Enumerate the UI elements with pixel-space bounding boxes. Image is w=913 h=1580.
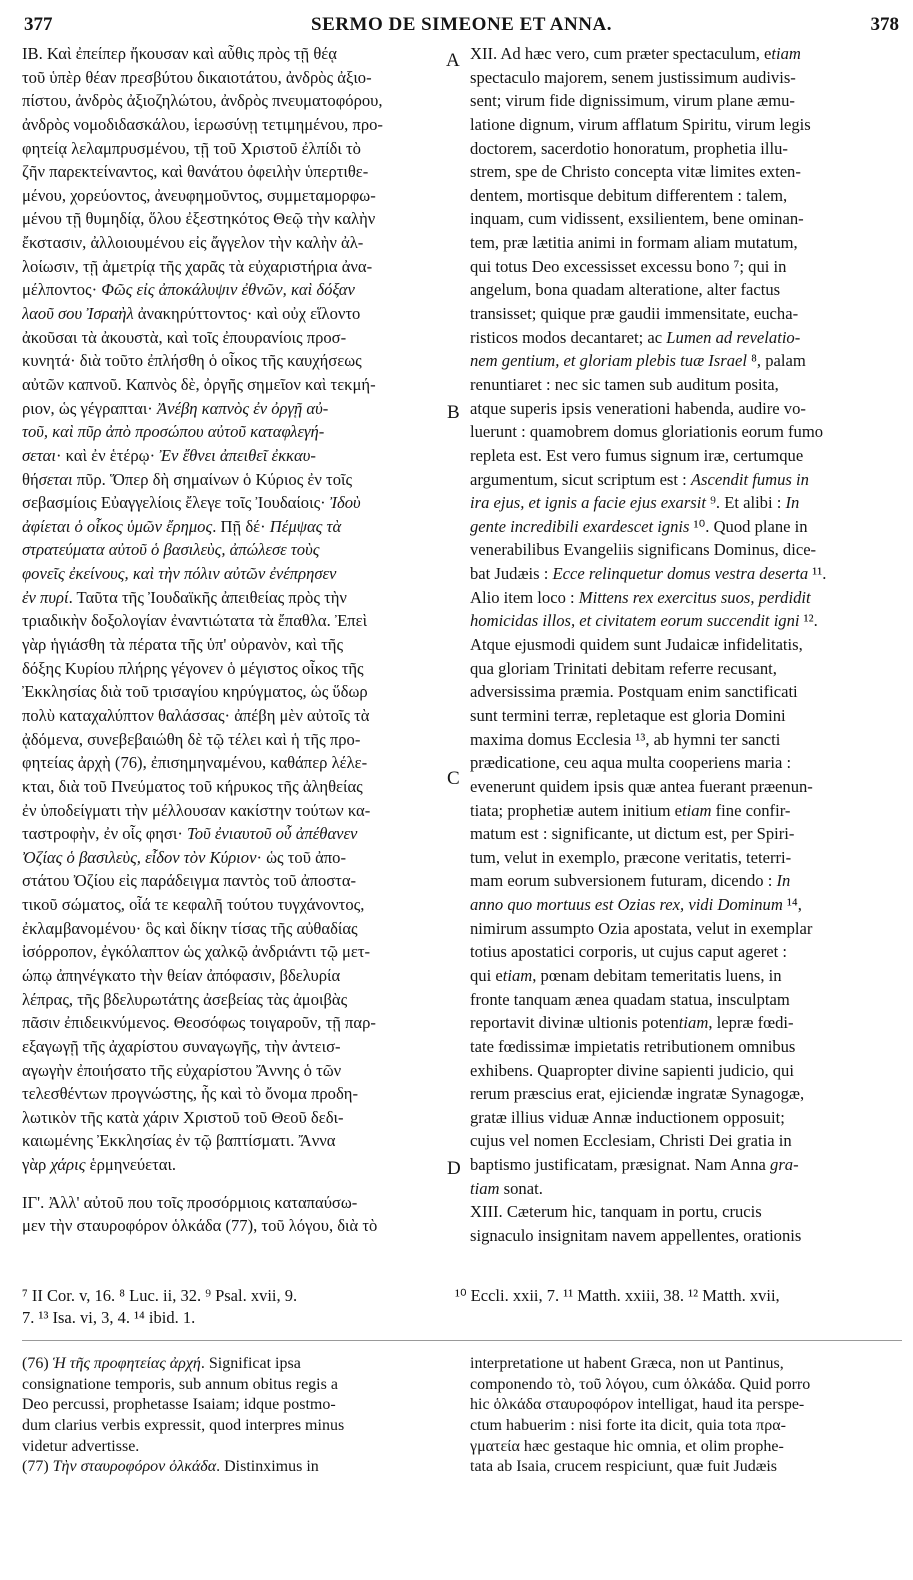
greek-text-line: μεν τὴν σταυροφόρον ὁλκάδα (77), τοῦ λόγου, διὰ τὸ [22,1216,378,1236]
latin-text-line: renuntiaret : nec sic tamen sub auditum posita, [470,374,779,394]
greek-text-line: ζῆν παρεκτείναντος, καὶ θανάτου ὀφειλὴν ὑπερτιθε- [22,162,369,182]
greek-text-line: λαοῦ σου Ἰσραὴλ ἀνακηρύττοντος· καὶ οὐχ εἵλοντο [22,304,361,324]
latin-text-line: qui totus Deo excessisset excessu bono ⁷; qui in [470,256,787,276]
greek-text-line: μέλποντος· Φῶς εἰς ἀποκάλυψιν ἐθνῶν, καὶ δόξαν [22,280,355,300]
latin-text-line: transisset; quique præ gaudii immensitate, eucha- [470,304,799,324]
note-line: Deo percussi, prophetasse Isaiam; idque postmo- [22,1396,336,1414]
greek-text-line: ΙΒ. Καὶ ἐπείπερ ἤκουσαν καὶ αὖθις πρὸς τῇ θέᾳ [22,44,337,63]
greek-text-line: κυνητά· διὰ τοῦτο ἐπλήσθη ὁ οἶκος τῆς καυχήσεως [22,351,362,371]
note-line: hic ὁλκάδα σταυροφόρον intelligat, haud ita perspe- [470,1396,805,1414]
greek-text-line: ἀνδρὸς νομοδιδασκάλου, ἱερωσύνῃ τετιμημένου, προ- [22,114,383,134]
note-line: ctum habuerim : nisi forte ita dicit, quia tota πρα- [470,1417,786,1435]
greek-text-line: τοῦ, καὶ πῦρ ἀπὸ προσώπου αὐτοῦ καταφλεγή- [22,422,325,442]
latin-text-line: qui etiam, pœnam debitam temeritatis luens, in [470,965,782,985]
latin-text-line: sunt termini terræ, repletaque est gloria Domini [470,705,786,725]
latin-text-line: doctorem, sacerdotio honoratum, prophetia illu- [470,138,788,158]
footnote-refs-left: ⁷ II Cor. v, 16. ⁸ Luc. ii, 32. ⁹ Psal. xvii, 9. [22,1286,298,1305]
note-line: (77) Τὴν σταυροφόρον ὁλκάδα. Distinximus in [22,1458,319,1476]
greek-text-line: κται, διὰ τοῦ Πνεύματος τοῦ κήρυκος τῆς ἀληθείας [22,776,363,796]
greek-text-line: ΙΓ'. Ἀλλ' αὐτοῦ που τοῖς προσόρμιοις καταπαύσω- [22,1192,358,1212]
margin-letter-a: A [446,50,460,71]
latin-text-line: prædicatione, ceu aqua multa cooperiens maria : [470,753,792,773]
greek-text-line: στρατεύματα αὐτοῦ ὁ βασιλεὺς, ἀπώλεσε τοὺς [22,540,320,560]
latin-text-line: spectaculo majorem, senem justissimum audivis- [470,67,796,87]
note-line: γματεία hæc gestaque hic omnia, et olim prophe- [470,1437,784,1455]
greek-text-line: μένου τῇ θυμηδίᾳ, ὅλου ἐξεστηκότος Θεῷ τὴν καλὴν [22,209,376,229]
notes-right-column [470,1354,902,1478]
greek-text-line: πίστου, ἀνδρὸς ἀξιοζηλώτου, ἀνδρὸς πνευματοφόρου, [22,91,383,111]
greek-text-line: σεται· καὶ ἐν ἑτέρῳ· Ἐν ἔθνει ἀπειθεῖ ἐκκαυ- [22,445,316,465]
greek-text-line: τοῦ ὑπὲρ θέαν πρεσβύτου δικαιοτάτου, ἀνδρὸς ἀξιο- [22,67,372,87]
greek-text-line: ἐν ὑποδείγματι τὴν μέλλουσαν κακίστην τούτων κα- [22,800,371,820]
latin-text-line: latione dignum, virum afflatum Spiritu, virum legis [470,114,811,134]
latin-text-line: XII. Ad hæc vero, cum præter spectaculum, etiam [470,44,801,63]
latin-text-line: venerabilibus Evangeliis significans Dominus, dice- [470,540,817,560]
latin-text-line: dentem, mortisque debitum differentem : talem, [470,185,788,205]
latin-text-line: qua gloriam Trinitati debitam referre recusant, [470,658,777,678]
page-number-left: 377 [24,14,53,35]
latin-text-line: maxima domus Ecclesia ¹³, ab hymni ter sancti [470,729,781,749]
greek-text-line: πολὺ καταχαλύπτον θαλάσσας· ἀπέβη μὲν αὐτοῖς τὰ [22,705,370,725]
latin-text-line: nimirum assumpto Ozia apostata, velut in exemplar [470,918,813,938]
latin-text-line: tiata; prophetiæ autem initium etiam fine confir- [470,800,791,820]
latin-text-line: luerunt : quamobrem domus gloriationis eorum fumo [470,422,824,442]
latin-text-line: angelum, bona quadam alteratione, alter factus [470,280,781,300]
greek-text-line: φονεῖς ἐκείνους, καὶ τὴν πόλιν αὐτῶν ἐνέπρησεν [22,564,337,584]
greek-text-line: ᾀδόμενα, συνεβεβαιώθη δὲ τῷ τέλει καὶ ἡ τῆς προ- [22,729,361,749]
greek-text-line: ἀκοῦσαι τὰ ἀκουστὰ, καὶ τοῖς ἐπουρανίοις προσ- [22,327,347,347]
note-line: interpretatione ut habent Græca, non ut Pantinus, [470,1355,784,1372]
note-line: dum clarius verbis expressit, quod interpres minus [22,1417,345,1435]
section-gap [22,1177,447,1191]
latin-text-line: mam eorum subversionem futuram, dicendo : In [470,871,791,891]
greek-text-line: ἐκλαμβανομένου· ὃς καὶ δίκην τίσας τῆς αὐθαδίας [22,918,358,938]
running-title: SERMO DE SIMEONE ET ANNA. [311,14,612,35]
greek-text-line: γὰρ ἡγιάσθη τὰ πέρατα τῆς ὑπ' οὐρανὸν, καὶ τῆς [22,635,344,655]
latin-text-line: evenerunt quidem ipsis quæ antea fuerant præenun- [470,776,813,796]
footnote-refs-continued: 7. ¹³ Isa. vi, 3, 4. ¹⁴ ibid. 1. [22,1308,196,1327]
margin-letter-d: D [447,1158,461,1179]
notes-left-column [22,1354,452,1478]
latin-text-line: gente incredibili exardescet ignis ¹⁰. Quod plane in [470,516,808,536]
greek-text-line: ώπῳ ἀπηνέγκατο τὴν θείαν ἀπόφασιν, βδελυρία [22,965,341,985]
latin-text-line: tem, præ lætitia animi in formam aliam mutatum, [470,233,798,253]
notes-divider [22,1340,902,1341]
greek-text-line: μένου, χορεύοντος, ἀνευφημοῦντος, συμμεταμορφω- [22,185,376,205]
latin-text-line: XIII. Cæterum hic, tanquam in portu, crucis [470,1202,762,1222]
latin-text-line: rerum præscius erat, ejiciendæ ingratæ Synagogæ, [470,1084,805,1104]
latin-text-line: tiam sonat. [470,1178,543,1198]
greek-text-line: στάτου Ὀζίου εἰς παράδειγμα παντὸς τοῦ ἀποστα- [22,871,357,891]
greek-text-line: ἔκστασιν, ἀλλοιουμένου εἰς ἄγγελον τὴν καλὴν ἀλ- [22,233,364,253]
greek-text-line: θήσεται πῦρ. Ὅπερ δὴ σημαίνων ὁ Κύριος ἐν τοῖς [22,469,353,489]
greek-text-line: αγωγὴν ἐποιήσατο τῆς εὐχαρίστου Ἄννης ὁ τῶν [22,1060,342,1080]
latin-text-line: Alio item loco : Mittens rex exercitus suos, perdidit [470,587,811,607]
greek-text-line: τικοῦ σώματος, οἷά τε κεφαλῆ τούτου τυγχάνοντος, [22,895,365,915]
latin-text-line: matum est : significante, ut dictum est, per Spiri- [470,824,795,844]
latin-text-line: inquam, cum vidissent, exsilientem, bene ominan- [470,209,804,229]
greek-text-line: σεβασμίοις Εὐαγγελίοις ἔλεγε τοῖς Ἰουδαίοις· Ἰδοὺ [22,493,361,513]
latin-text-line: Atque ejusmodi quidem sunt Judaicæ infidelitatis, [470,635,803,655]
latin-text-line: nem gentium, et gloriam plebis tuæ Israel ⁸, palam [470,351,806,371]
greek-text-line: ἐν πυρί. Ταῦτα τῆς Ἰουδαϊκῆς ἀπειθείας πρὸς τὴν [22,587,347,607]
latin-text-column [470,42,900,1248]
greek-text-line: πᾶσιν ἐπιδεικνύμενος. Θεοσόφως τοιγαροῦν, τῇ παρ- [22,1013,376,1033]
latin-text-line: anno quo mortuus est Ozias rex, vidi Dominum ¹⁴, [470,895,802,915]
latin-text-line: risticos modos decantaret; ac Lumen ad revelatio- [470,327,801,347]
greek-text-line: ταστροφὴν, ἐν οἷς φησι· Τοῦ ἐνιαυτοῦ οὗ ἀπέθανεν [22,824,358,844]
latin-text-line: signaculo insignitam navem appellentes, orationis [470,1226,802,1246]
latin-text-line: exhibens. Quapropter divine sapienti judicio, qui [470,1060,794,1080]
note-line: (76) Ἡ τῆς προφητείας ἀρχή. Significat ipsa [22,1355,301,1372]
margin-letter-b: B [447,402,460,423]
latin-text-line: baptismo justificatam, præsignat. Nam Anna gra- [470,1155,799,1175]
latin-text-line: gratæ illius viduæ Annæ inductionem opposuit; [470,1107,785,1127]
note-line: componendo τὸ, τοῦ λόγου, cum ὁλκάδα. Quid porro [470,1375,811,1393]
latin-text-line: reportavit divinæ ultionis potentiam, lepræ fœdi- [470,1013,794,1033]
latin-text-line: argumentum, sicut scriptum est : Ascendit fumus in [470,469,809,489]
greek-text-line: λωτικὸν τῆς κατὰ χάριν Χριστοῦ τοῦ Θεοῦ δεδι- [22,1107,344,1127]
footnote-refs-right: ¹⁰ Eccli. xxii, 7. ¹¹ Matth. xxiii, 38. ¹² Matth. xvii, [455,1286,780,1305]
latin-text-line: homicidas illos, et civitatem eorum succendit igni ¹². [470,611,818,631]
greek-text-line: τελεσθέντων προγνώστης, ἧς καὶ τὸ ὄνομα προδη- [22,1084,358,1104]
latin-text-line: fronte tanquam ænea quadam statua, insculptam [470,989,790,1009]
latin-text-line: adversissima præmia. Postquam enim sanctificati [470,682,798,702]
greek-text-line: ριον, ὡς γέγραπται· Ἀνέβη καπνὸς ἐν ὀργῇ αὐ- [22,398,329,418]
greek-text-line: Ὀζίας ὁ βασιλεὺς, εἶδον τὸν Κύριον· ὡς τοῦ ἀπο- [22,847,346,867]
greek-text-line: γὰρ χάρις ἑρμηνεύεται. [22,1155,177,1175]
latin-text-line: ira ejus, et ignis a facie ejus exarsit ⁹. Et alibi : In [470,493,800,513]
running-header [24,14,899,42]
greek-text-line: φητείας ἀρχὴ (76), ἐπισημηναμένου, καθάπερ λέλε- [22,753,368,773]
note-line: tata ab Isaia, crucem respiciunt, quæ fuit Judæis [470,1458,778,1476]
latin-text-line: totius apostatici corporis, ut cujus caput ageret : [470,942,788,962]
greek-text-column [22,42,447,1238]
page-number-right: 378 [870,14,899,35]
greek-text-line: τριαδικὴν δοξολογίαν ἐναντιώτατα τὰ ἔπαθλα. Ἐπεὶ [22,611,368,631]
latin-text-line: atque superis ipsis venerationi habenda, audire vo- [470,398,806,418]
note-line: videtur advertisse. [22,1437,140,1455]
greek-text-line: καιωμένης Ἐκκλησίας ἐν τῷ βαπτίσματι. Ἄννα [22,1131,336,1151]
latin-text-line: repleta est. Est vero fumus signum iræ, certumque [470,445,804,465]
latin-text-line: tum, velut in exemplo, præcone veritatis, teterri- [470,847,792,867]
greek-text-line: ἰσόρροπον, ἐγκόλαπτον ὡς χαλκῷ ἀνδριάντι τῷ μετ- [22,942,371,962]
margin-letter-c: C [447,768,460,789]
greek-text-line: λοίωσιν, τῇ ἀμετρίᾳ τῆς χαρᾶς τὰ εὐχαριστήρια ἀνα- [22,256,373,276]
latin-text-line: tate fœdissimæ impietatis retributionem omnibus [470,1036,796,1056]
latin-text-line: cujus vel nomen Ecclesiam, Christi Dei gratia in [470,1131,792,1151]
greek-text-line: δόξης Κυρίου πλήρης γέγονεν ὁ μέγιστος οἶκος τῆς [22,658,364,678]
latin-text-line: sent; virum fide dignissimum, virum plane æmu- [470,91,795,111]
note-line: consignatione temporis, sub annum obitus regis a [22,1375,338,1393]
greek-text-line: λέπρας, τῆς βδελυρωτάτης ἀσεβείας τὰς ἀμοιβὰς [22,989,348,1009]
greek-text-line: ἀφίεται ὁ οἶκος ὑμῶν ἔρημος. Πῇ δέ· Πέμψας τὰ [22,516,342,536]
latin-text-line: strem, spe de Christo concepta vitæ limites exten- [470,162,801,182]
greek-text-line: φητείᾳ λελαμπρυσμένου, τῇ τοῦ Χριστοῦ ἐλπίδι τὸ [22,138,361,158]
greek-text-line: εξαγωγῇ τῆς ἀχαρίστου συναγωγῆς, τὴν ἀντεισ- [22,1036,341,1056]
greek-text-line: Ἐκκλησίας διὰ τοῦ τρισαγίου κηρύγματος, ὡς ὕδωρ [22,682,368,702]
latin-text-line: bat Judæis : Ecce relinquetur domus vestra deserta ¹¹. [470,564,827,584]
greek-text-line: αὐτῶν καπνοῦ. Καπνὸς δὲ, ὀργῆς σημεῖον καὶ τεκμή- [22,374,376,394]
